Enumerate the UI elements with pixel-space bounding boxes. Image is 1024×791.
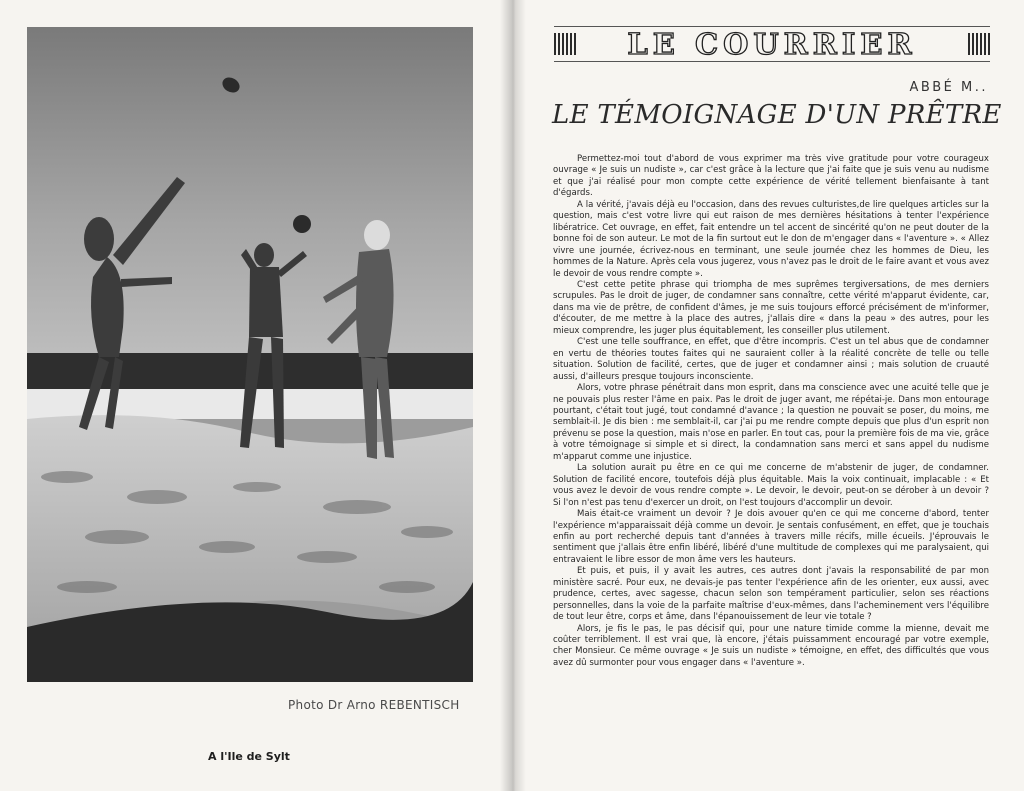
article-paragraph: A la vérité, j'avais déjà eu l'occasion, dans des revues culturistes,de lire quelques articles sur la question, mais c'est votre livre qui eut raison de mes dernières hésitations à tenter l'expérience libératrice. Cet ouvrage, en effet, fait entendre un tel accent de sincérité qu'on ne peut douter de la bonne foi de son auteur. Le mot de la fin surtout eut le don de m'engager dans « l'aventure ». « Allez vivre une journée, écrivez-nous en terminant, une seule journée chez les hommes de Dieu, les hommes de la Nature. Après cela vous jugerez, vous n'avez pas le droit de le faire avant et vous avez le devoir de vous rendre compte ». (553, 199, 989, 279)
article-paragraph: Alors, votre phrase pénétrait dans mon esprit, dans ma conscience avec une acuité telle que je ne pouvais plus rester l'âme en paix. Pas le droit de juger avant, me répétai-je. Dans mon entourage pourtant, c'était tout jugé, tout condamné d'avance ; la question ne pouvait se poser, du moins, me semblait-il. Je dis bien : me semblait-il, car j'ai pu me rendre compte depuis que plus d'un esprit non prévenu se pose la question, mais n'ose en parler. En tout cas, pour la première fois de ma vie, grâce à votre témoignage si simple et si direct, la condamnation sans merci et sans appel du nudisme m'apparut comme une injustice. (553, 383, 989, 462)
masthead-hatch-right (968, 33, 990, 55)
beach-photo (27, 27, 473, 682)
article-paragraph: Alors, je fis le pas, le pas décisif qui, pour une nature timide comme la mienne, devait me coûter terriblement. Il est vrai que, là encore, j'étais puissamment encouragé par votre exemple, cher Monsieur. Ce même ouvrage « Je suis un nudiste » témoigne, en effet, des difficultés que vous avez dû surmonter pour vous engager dans « l'aventure ». (553, 623, 989, 668)
article-headline: LE TÉMOIGNAGE D'UN PRÊTRE (552, 100, 1002, 130)
masthead-title: LE COURRIER (627, 27, 917, 61)
article-paragraph: Et puis, et puis, il y avait les autres, ces autres dont j'avais la responsabilité de par mon ministère sacré. Pour eux, ne devais-je pas tenter l'expérience afin de les orienter, eux aussi, avec prudence, certes, avec sagesse, chacun selon son tempérament particulier, selon ses réactions personnelles, dans la voie de la parfaite maîtrise d'eux-mêmes, dans l'acheminement vers l'équilibre de tout leur être, corps et âme, dans l'épanouissement de leur vie totale ? (553, 566, 989, 623)
article-paragraph: Permettez-moi tout d'abord de vous exprimer ma très vive gratitude pour votre courageux ouvrage « Je suis un nudiste », car c'est grâce à la lecture que j'ai faite que je suis venu au nudisme et que j'ai réalisé pour mon compte cette expérience de vérité tellement bienfaisante à tant d'égards. (553, 154, 989, 199)
article-author: ABBÉ M.. (909, 80, 988, 95)
article-body (553, 154, 989, 766)
masthead-bottom-rule (554, 61, 990, 62)
photo-credit: Photo Dr Arno REBENTISCH (288, 698, 460, 712)
article-paragraph: La solution aurait pu être en ce qui me concerne de m'abstenir de juger, de condamner. Solution de facilité encore, toutefois déjà plus équitable. Mais la voix continuait, implacable : « Et vous avez le devoir de vous rendre compte ». Le devoir, le devoir, peut-on se dérober à un devoir ? Si l'on n'est pas tenu d'exercer un droit, on l'est toujours d'accomplir un devoir. (553, 463, 989, 508)
masthead-hatch-left (554, 33, 576, 55)
book-gutter-shadow (500, 0, 526, 791)
masthead (554, 28, 990, 60)
photo-caption: A l'Ile de Sylt (208, 750, 290, 763)
article-paragraph: C'est une telle souffrance, en effet, que d'être incompris. C'est un tel abus que de condamner en vertu de théories toutes faites qui ne sauraient coller à la réalité concrète de telle ou telle situation. Solution de facilité, certes, que de juger et condamner ainsi ; mais solution de cruauté aussi, d'ailleurs presque toujours inconsciente. (553, 337, 989, 382)
article-paragraph: Mais était-ce vraiment un devoir ? Je dois avouer qu'en ce qui me concerne d'abord, tenter l'expérience m'apparaissait déjà comme un devoir. Je sentais confusément, en effet, que je touchais enfin au port recherché depuis tant d'années à travers mille récifs, mille écueils. J'éprouvais le sentiment que j'allais être enfin libéré, libéré d'une multitude de complexes qui me paralysaient, qui entravaient le libre essor de mon âme vers les hauteurs. (553, 509, 989, 565)
article-paragraph: C'est cette petite phrase qui triompha de mes suprêmes tergiversations, de mes derniers scrupules. Pas le droit de juger, de condamner sans connaître, cette vérité m'apparut évidente, car, dans ma vie de prêtre, de confident d'âmes, je me suis toujours efforcé précisément de m'informer, d'écouter, de me mettre à la place des autres, j'allais dire « dans la peau » des autres, pour les mieux comprendre, les juger plus équitablement, les conseiller plus utilement. (553, 279, 989, 336)
